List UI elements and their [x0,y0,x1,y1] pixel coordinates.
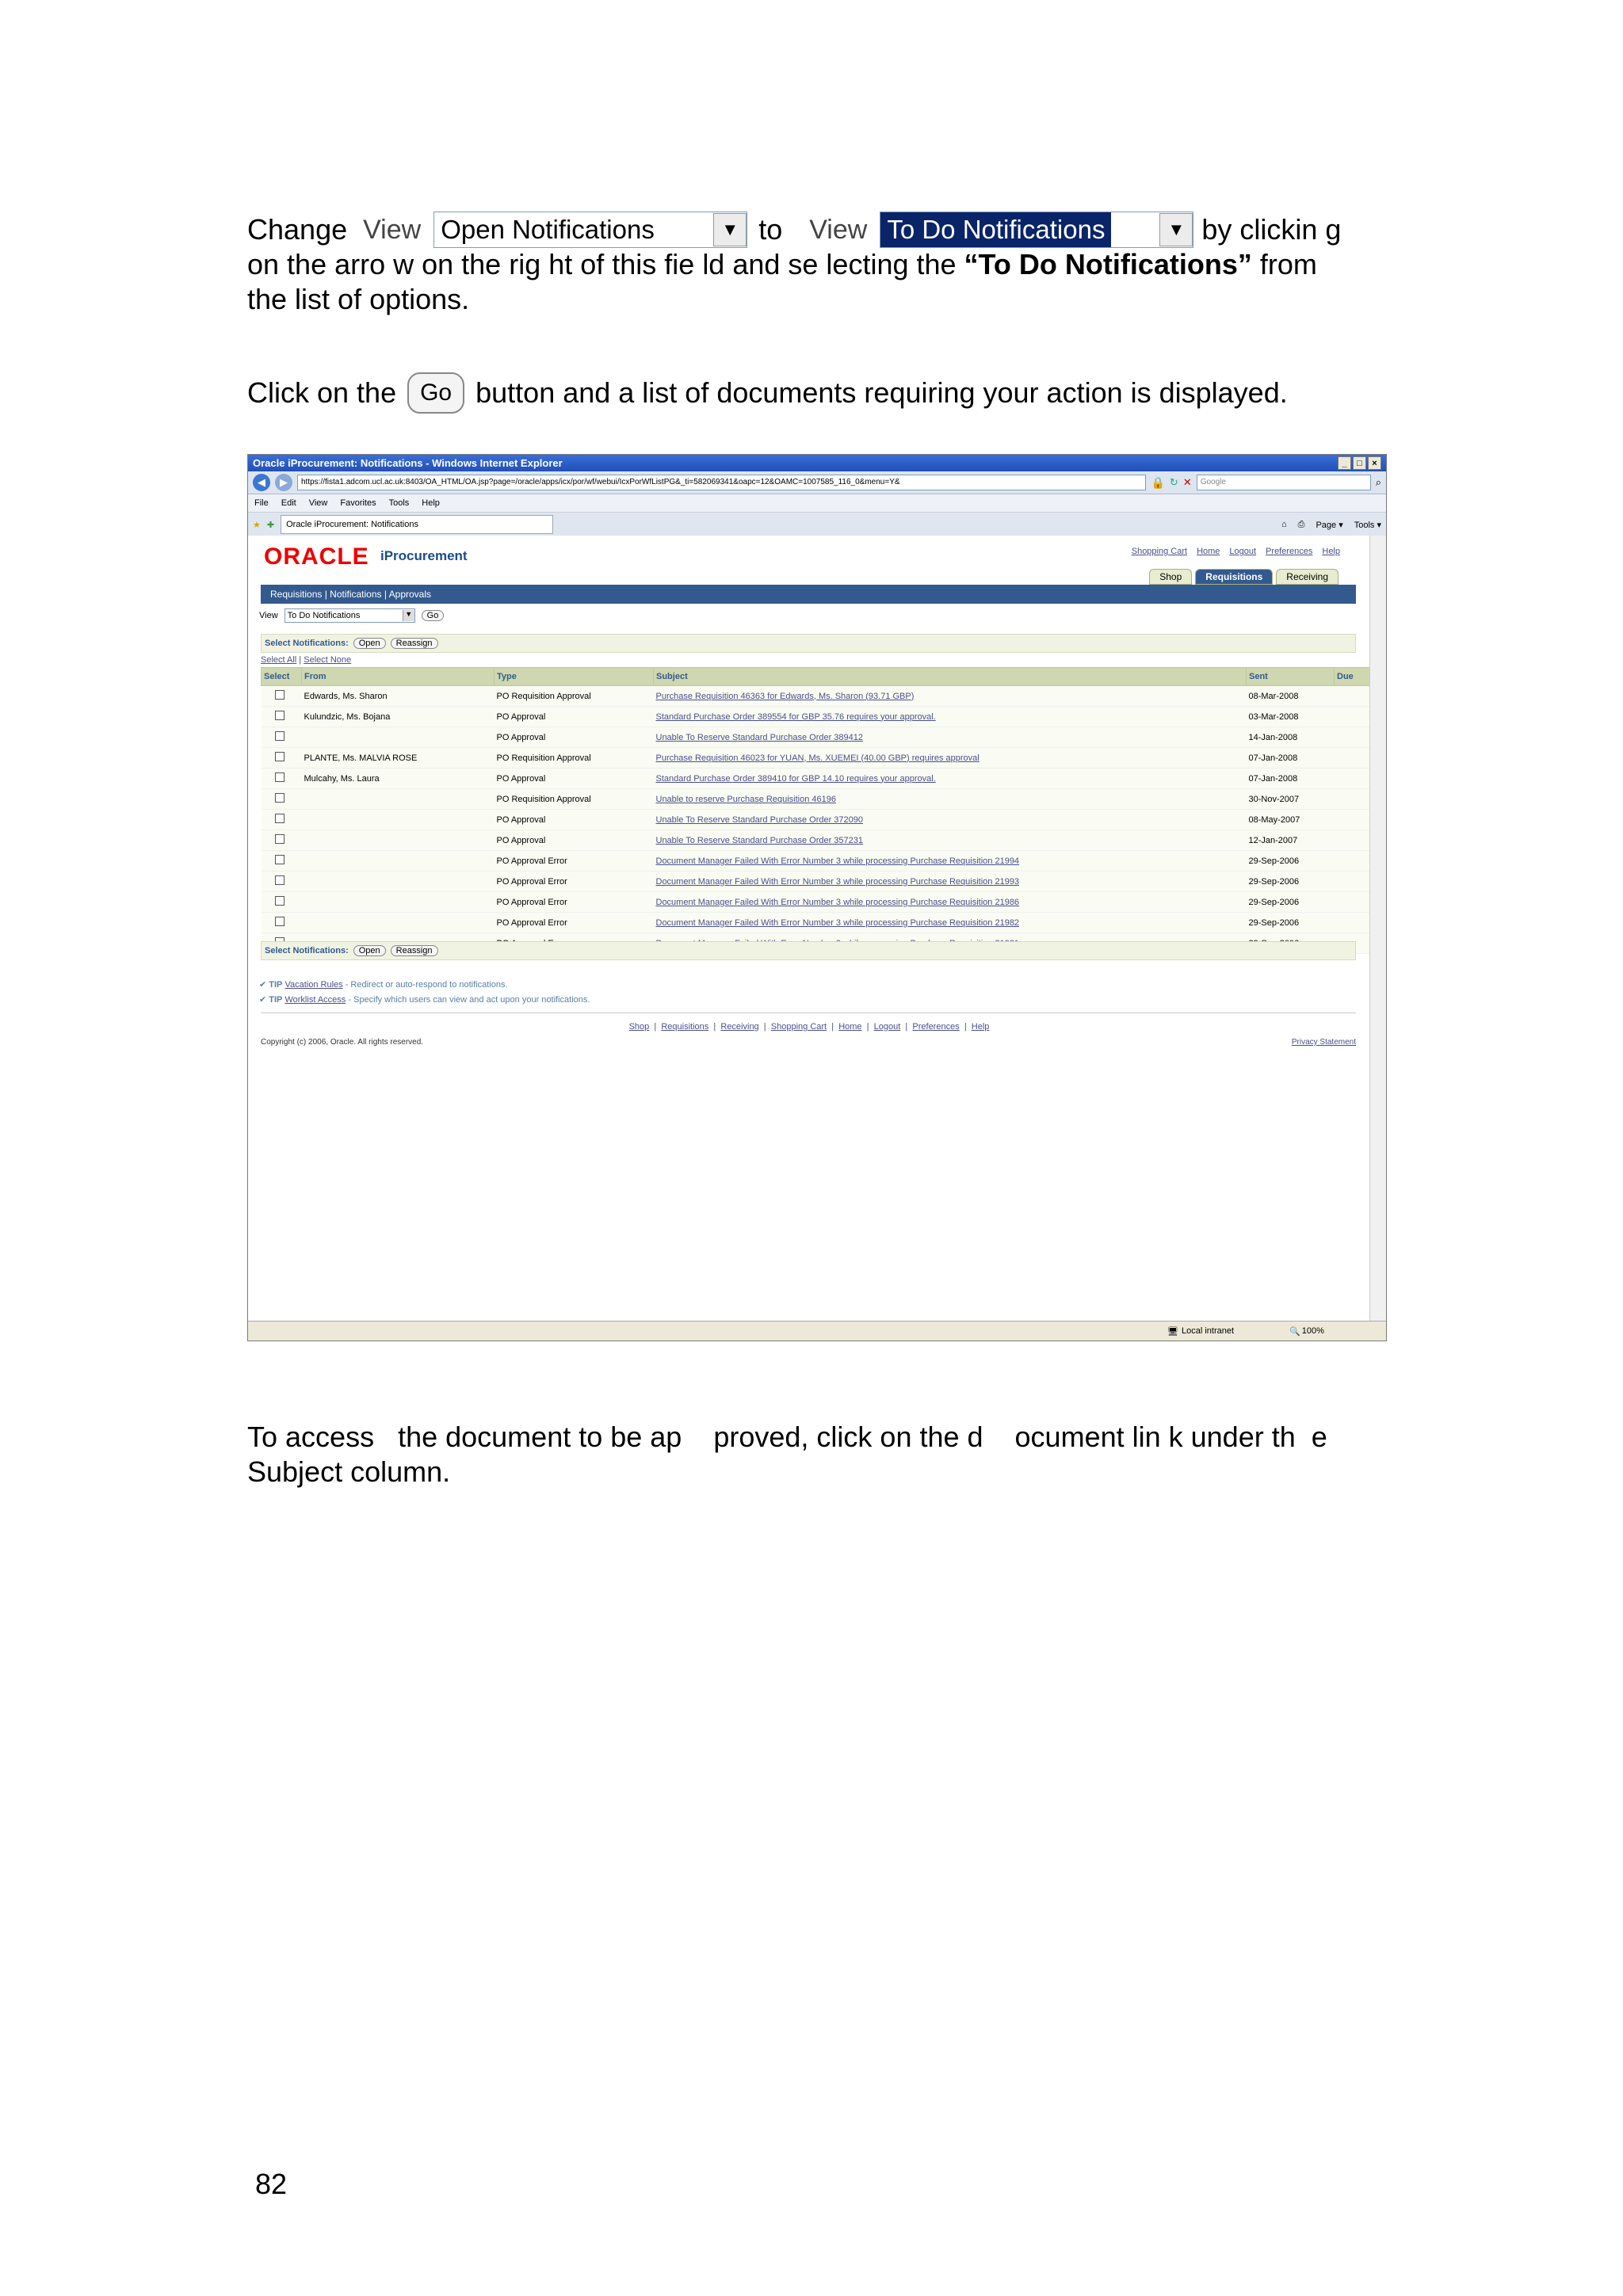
menu-help[interactable]: Help [422,498,440,508]
row-from [302,913,495,933]
checkbox[interactable] [275,834,285,844]
row-subject-link[interactable]: Purchase Requisition 46363 for Edwards, Ms. Sharon (93.71 GBP) [654,686,1247,707]
footer-link[interactable]: Receiving [720,1022,759,1032]
table-row [262,769,1372,789]
table-row [262,789,1372,810]
row-due [1335,769,1372,789]
select-notifications-label: Select Notifications: [265,639,349,648]
to-word: to [758,213,783,246]
instruction-click-go [247,372,1385,414]
row-sent: 12-Jan-2007 [1247,830,1335,851]
row-from [302,789,495,810]
search-input[interactable]: Google [1197,475,1371,490]
open-button[interactable]: Open [353,638,386,649]
checkbox[interactable] [275,793,285,803]
reassign-button-2[interactable]: Reassign [391,945,438,956]
row-due [1335,707,1372,727]
col-subject[interactable]: Subject [654,668,1247,686]
row-subject-link[interactable]: Document Manager Failed With Error Number 3 while processing Purchase Requisition 21982 [654,913,1247,933]
row-checkbox[interactable] [262,810,302,830]
print-icon[interactable]: ⎙ [1297,519,1305,529]
favorites-star-icon[interactable]: ★ [253,520,261,530]
footer-separator: | [959,1022,972,1032]
refresh-icon[interactable]: ↻ [1169,476,1178,488]
row-subject-link[interactable]: Standard Purchase Order 389410 for GBP 14.10 requires your approval. [654,769,1247,789]
privacy-statement-link[interactable]: Privacy Statement [1291,1038,1356,1047]
forward-icon[interactable]: ▶ [275,474,292,491]
rest-line3: the list of options. [247,283,470,315]
row-checkbox[interactable] [262,727,302,748]
view-select-value: To Do Notifications [287,611,361,620]
link-help[interactable]: Help [1322,547,1340,556]
tips [259,978,590,1008]
page-menu[interactable]: Page ▾ [1316,520,1343,530]
row-checkbox[interactable] [262,913,302,933]
row-checkbox[interactable] [262,686,302,707]
select-all-none: Select All | Select None [261,655,352,665]
footer-link[interactable]: Logout [873,1022,901,1032]
row-from: Kulundzic, Ms. Bojana [302,707,495,727]
vertical-scrollbar[interactable] [1369,536,1386,1322]
row-sent: 29-Sep-2006 [1247,871,1335,892]
checkbox[interactable] [275,896,285,906]
view-row [259,608,444,623]
footer-link[interactable]: Preferences [912,1022,960,1032]
row-due [1335,830,1372,851]
stop-icon[interactable]: ✕ [1182,476,1192,488]
tools-menu[interactable]: Tools ▾ [1354,520,1381,530]
row-from: PLANTE, Ms. MALVIA ROSE [302,748,495,769]
row-from [302,727,495,748]
search-icon[interactable]: ⌕ [1375,476,1381,488]
open-notifications-select-image [433,212,747,248]
row-subject-link[interactable]: Unable to reserve Purchase Requisition 46196 [654,789,1247,810]
row-sent: 07-Jan-2008 [1247,748,1335,769]
access-line2: Subject column. [247,1455,451,1488]
from-value: Open Notifications [441,215,655,244]
row-checkbox[interactable] [262,830,302,851]
row-checkbox[interactable] [262,748,302,769]
col-from[interactable]: From [302,668,495,686]
tab-bar [248,513,1386,537]
link-home[interactable]: Home [1197,547,1220,556]
view-label-image: View [363,215,422,245]
footer-link[interactable]: Shopping Cart [770,1022,827,1032]
change-word: Change [247,213,348,246]
click-a: Click on the [247,376,397,409]
row-from [302,851,495,871]
row-due [1335,892,1372,913]
row-subject-link[interactable]: Unable To Reserve Standard Purchase Order 357231 [654,830,1247,851]
menu-tools[interactable]: Tools [388,498,410,508]
table-row [262,892,1372,913]
notifications-table [261,667,1372,954]
tab-shop[interactable]: Shop [1149,569,1192,585]
row-due [1335,913,1372,933]
checkbox[interactable] [275,875,285,885]
select-notifications-label-2: Select Notifications: [265,946,349,955]
table-row [262,851,1372,871]
rest-line2-bold: “To Do Notifications” [964,248,1252,280]
table-row [262,830,1372,851]
click-b: button and a list of documents requiring your action is displayed. [475,376,1288,409]
row-type: PO Approval Error [495,871,654,892]
go-button[interactable]: Go [422,610,445,621]
chevron-down-icon[interactable]: ▼ [403,610,414,621]
window-title: Oracle iProcurement: Notifications - Windows Internet Explorer [253,457,563,469]
row-subject-link[interactable]: Unable To Reserve Standard Purchase Order 389412 [654,727,1247,748]
table-row [262,810,1372,830]
close-icon[interactable]: × [1368,456,1381,470]
checkbox[interactable] [275,814,285,823]
row-sent: 07-Jan-2008 [1247,769,1335,789]
row-type: PO Approval [495,769,654,789]
zoom-level[interactable]: 100% [1301,1326,1324,1336]
table-row [262,748,1372,769]
footer-link[interactable]: Shop [628,1022,650,1032]
access-line1: To access the document to be ap proved, click on the d ocument lin k under th e [247,1421,1327,1453]
col-select: Select [262,668,302,686]
row-type: PO Approval Error [495,851,654,871]
worklist-access-link[interactable]: Worklist Access [285,995,346,1005]
status-bar [248,1321,1386,1341]
footer-separator: | [827,1022,839,1032]
row-subject-link[interactable]: Document Manager Failed With Error Number 3 while processing Purchase Requisition 21993 [654,871,1247,892]
tip-worklist: ✔ TIP Worklist Access - Specify which users can view and act upon your notifications. [259,995,590,1005]
row-due [1335,871,1372,892]
footer-separator: | [861,1022,874,1032]
menu-favorites[interactable]: Favorites [340,498,376,508]
copyright: Copyright (c) 2006, Oracle. All rights reserved. [261,1038,424,1047]
instruction-access-document [247,1420,1385,1489]
browser-tab[interactable] [281,515,553,534]
minimize-icon[interactable]: _ [1338,456,1351,470]
row-from [302,871,495,892]
row-from [302,892,495,913]
row-subject-link[interactable]: Document Manager Failed With Error Number 3 while processing Purchase Requisition 21994 [654,851,1247,871]
open-button-2[interactable]: Open [353,945,386,956]
row-type: PO Approval Error [495,892,654,913]
row-subject-link[interactable]: Unable To Reserve Standard Purchase Order 372090 [654,810,1247,830]
status-zone: Local intranet [1181,1326,1235,1336]
instruction-change-view [247,198,1385,317]
global-links [1132,547,1340,556]
row-checkbox[interactable] [262,789,302,810]
main-tabs [1149,569,1338,585]
link-logout[interactable]: Logout [1229,547,1257,556]
sub-tab-bar [261,585,1356,604]
row-checkbox[interactable] [262,892,302,913]
row-type: PO Requisition Approval [495,789,654,810]
checkbox[interactable] [275,917,285,926]
row-checkbox[interactable] [262,707,302,727]
window-controls [1338,456,1381,470]
row-due [1335,810,1372,830]
row-type: PO Approval [495,727,654,748]
page-content [248,536,1370,1322]
table-row [262,707,1372,727]
address-bar [248,471,1386,494]
row-subject-link[interactable]: Document Manager Failed With Error Number 3 while processing Purchase Requisition 21986 [654,892,1247,913]
checkbox[interactable] [275,752,285,761]
to-value: To Do Notifications [880,212,1111,247]
row-sent: 08-Mar-2008 [1247,686,1335,707]
row-subject-link[interactable]: Purchase Requisition 46023 for YUAN, Ms. XUEMEI (40.00 GBP) requires approval [654,748,1247,769]
home-icon[interactable]: ⌂ [1281,519,1287,529]
footer-separator: | [758,1022,771,1032]
row-sent: 29-Sep-2006 [1247,892,1335,913]
col-due[interactable]: Due [1335,668,1372,686]
table-row [262,686,1372,707]
table-header [262,668,1372,686]
view-label: View [259,611,278,620]
checkbox[interactable] [275,711,285,720]
url-field[interactable]: https://fista1.adcom.ucl.ac.uk:8403/OA_HTML/OA.jsp?page=/oracle/apps/icx/por/wf/webui/IcxPorWfListPG&_ti=582069341&oapc=12&OAMC=1007585_116_0&menu=Y& [297,475,1146,490]
window-titlebar [248,455,1386,471]
footer-link[interactable]: Requisitions [661,1022,709,1032]
row-due [1335,851,1372,871]
reassign-button[interactable]: Reassign [391,638,438,649]
command-bar [1281,520,1381,530]
table-row [262,871,1372,892]
tab-receiving[interactable]: Receiving [1276,569,1338,585]
row-checkbox[interactable] [262,871,302,892]
tip2-text: - Specify which users can view and act upon your notifications. [346,995,590,1005]
select-notifications-top [261,634,1356,653]
oracle-logo: ORACLE [264,543,369,570]
select-notifications-bottom [261,941,1356,960]
rest-line1: by clickin g [1201,213,1342,246]
sub-tabs[interactable]: Requisitions | Notifications | Approvals [270,589,431,600]
view-select[interactable] [285,608,415,623]
browser-screenshot [247,454,1387,1341]
tip1-text: - Redirect or auto-respond to notifications. [342,980,508,990]
todo-notifications-select-image [880,212,1193,248]
row-sent: 29-Sep-2006 [1247,913,1335,933]
tab-title: Oracle iProcurement: Notifications [286,520,418,529]
menu-view[interactable]: View [308,498,328,508]
row-type: PO Approval Error [495,913,654,933]
rest-line2b: from [1251,248,1317,280]
row-from: Edwards, Ms. Sharon [302,686,495,707]
checkbox[interactable] [275,731,285,741]
row-due [1335,727,1372,748]
footer-link[interactable]: Help [971,1022,990,1032]
product-name: iProcurement [380,548,468,563]
zone-icon: 🖥 [1167,1326,1178,1337]
row-subject-link[interactable]: Standard Purchase Order 389554 for GBP 35.76 requires your approval. [654,707,1247,727]
col-sent[interactable]: Sent [1247,668,1335,686]
add-favorite-icon[interactable]: ✚ [266,520,275,530]
go-button-image: Go [407,372,464,414]
chevron-down-icon: ▼ [1159,213,1193,246]
table-row [262,727,1372,748]
row-from [302,810,495,830]
menu-file[interactable]: File [254,498,269,508]
tip-label: TIP [269,980,283,990]
tip-label-2: TIP [269,995,283,1005]
footer-separator: | [708,1022,721,1032]
row-type: PO Approval [495,810,654,830]
tab-requisitions[interactable]: Requisitions [1195,569,1273,585]
vacation-rules-link[interactable]: Vacation Rules [285,980,343,990]
view-label-image-2: View [809,215,868,245]
row-sent: 29-Sep-2006 [1247,851,1335,871]
rest-line2a: on the arro w on the rig ht of this fie ld and se lecting the [247,248,964,280]
row-sent: 08-May-2007 [1247,810,1335,830]
row-checkbox[interactable] [262,769,302,789]
row-type: PO Approval [495,707,654,727]
row-checkbox[interactable] [262,851,302,871]
row-due [1335,789,1372,810]
tip-vacation: ✔ TIP Vacation Rules - Redirect or auto-respond to notifications. [259,980,508,990]
row-type: PO Requisition Approval [495,748,654,769]
row-from: Mulcahy, Ms. Laura [302,769,495,789]
select-all-link[interactable]: Select All [261,655,297,665]
row-due [1335,686,1372,707]
chevron-down-icon: ▼ [713,213,747,246]
checkbox[interactable] [275,690,285,700]
lock-icon[interactable]: 🔒 [1151,475,1165,489]
row-sent: 03-Mar-2008 [1247,707,1335,727]
table-row [262,913,1372,933]
page-number: 82 [255,2168,288,2200]
footer-separator: | [649,1022,662,1032]
footer-links [248,1022,1370,1032]
link-preferences[interactable]: Preferences [1266,547,1313,556]
footer-separator: | [900,1022,913,1032]
back-icon[interactable]: ◀ [253,474,270,491]
zoom-icon[interactable]: 🔍 [1289,1326,1300,1337]
select-none-link[interactable]: Select None [304,655,352,665]
row-type: PO Requisition Approval [495,686,654,707]
row-sent: 14-Jan-2008 [1247,727,1335,748]
row-due [1335,748,1372,769]
row-type: PO Approval [495,830,654,851]
menu-bar [248,494,1386,513]
maximize-icon[interactable]: □ [1353,456,1366,470]
col-type[interactable]: Type [495,668,654,686]
menu-edit[interactable]: Edit [281,498,296,508]
row-sent: 30-Nov-2007 [1247,789,1335,810]
checkbox[interactable] [275,772,285,782]
row-from [302,830,495,851]
link-shopping-cart[interactable]: Shopping Cart [1131,547,1188,556]
footer-link[interactable]: Home [838,1022,862,1032]
checkbox[interactable] [275,855,285,864]
